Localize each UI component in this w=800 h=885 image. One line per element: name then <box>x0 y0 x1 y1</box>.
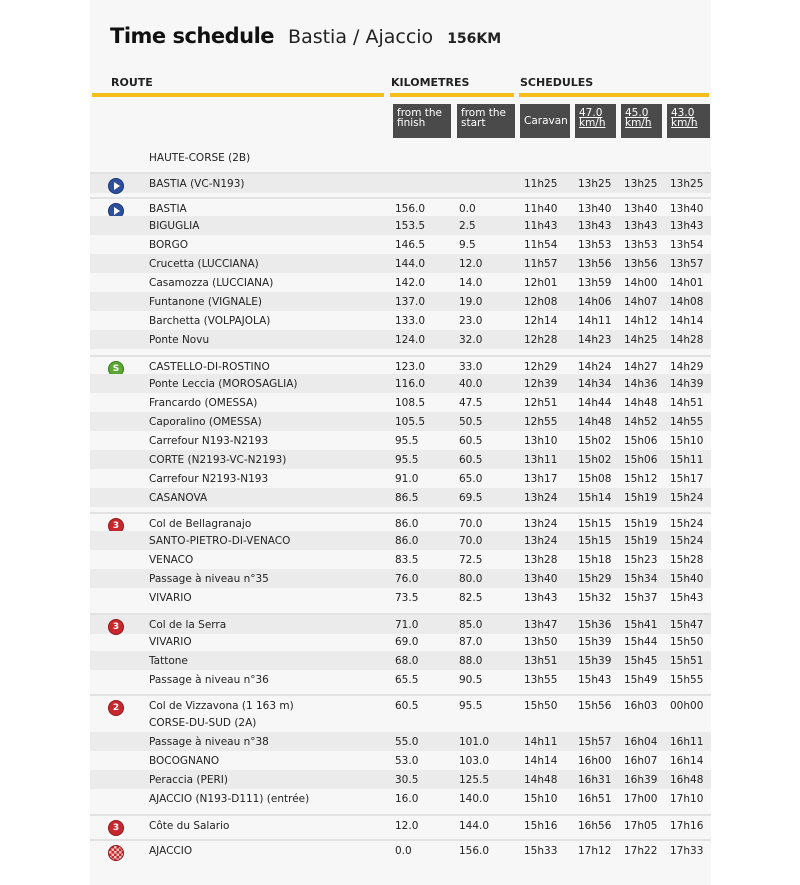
time-47: 14h24 <box>578 361 612 373</box>
table-row <box>90 311 711 330</box>
time-45: 14h07 <box>624 296 658 308</box>
kilometres-underline <box>390 93 514 97</box>
time-43: 16h11 <box>670 736 704 748</box>
time-45: 17h22 <box>624 845 658 857</box>
table-row <box>90 412 711 431</box>
km-from-start: 50.5 <box>459 416 483 428</box>
table-row <box>90 694 711 715</box>
time-47: 13h40 <box>578 203 612 215</box>
km-from-finish: 0.0 <box>395 845 412 857</box>
table-row <box>90 235 711 254</box>
column-speed-45 <box>621 104 662 138</box>
place-name: CASTELLO-DI-ROSTINO <box>149 361 270 373</box>
time-47: 15h15 <box>578 535 612 547</box>
time-43: 14h51 <box>670 397 704 409</box>
km-from-finish: 30.5 <box>395 774 419 786</box>
time-45: 16h04 <box>624 736 658 748</box>
km-from-finish: 16.0 <box>395 793 419 805</box>
time-47: 13h43 <box>578 220 612 232</box>
time-caravan: 11h54 <box>524 239 558 251</box>
time-caravan: 15h50 <box>524 700 558 712</box>
table-row <box>90 273 711 292</box>
time-43: 15h51 <box>670 655 704 667</box>
table-row <box>90 292 711 311</box>
km-from-finish: 60.5 <box>395 700 419 712</box>
table-row <box>90 512 711 533</box>
km-from-finish: 53.0 <box>395 755 419 767</box>
km-from-finish: 76.0 <box>395 573 419 585</box>
table-row <box>90 632 711 651</box>
time-caravan: 15h33 <box>524 845 558 857</box>
time-43: 17h16 <box>670 820 704 832</box>
place-name: CASANOVA <box>149 492 208 504</box>
time-47: 14h11 <box>578 315 612 327</box>
time-45: 15h06 <box>624 454 658 466</box>
place-name: Carrefour N193-N2193 <box>149 435 269 447</box>
table-row <box>90 172 711 193</box>
time-45: 15h06 <box>624 435 658 447</box>
time-caravan: 12h39 <box>524 378 558 390</box>
time-47: 15h43 <box>578 674 612 686</box>
km-from-finish: 153.5 <box>395 220 426 232</box>
kilometres-heading: KILOMETRES <box>391 76 470 89</box>
table-row <box>90 531 711 550</box>
km-from-start: 0.0 <box>459 203 476 215</box>
time-45: 16h07 <box>624 755 658 767</box>
time-45: 17h00 <box>624 793 658 805</box>
time-43: 15h24 <box>670 518 704 530</box>
km-from-finish: 133.0 <box>395 315 426 327</box>
place-name: VENACO <box>149 554 194 566</box>
time-47: 13h59 <box>578 277 612 289</box>
time-45: 17h05 <box>624 820 658 832</box>
time-47: 14h44 <box>578 397 612 409</box>
route-name: Bastia / Ajaccio <box>288 26 434 48</box>
place-name: Ponte Novu <box>149 334 210 346</box>
km-from-finish: 86.0 <box>395 535 419 547</box>
time-45: 13h56 <box>624 258 658 270</box>
table-row <box>90 651 711 670</box>
table-row <box>90 393 711 412</box>
km-from-finish: 95.5 <box>395 454 419 466</box>
time-47: 15h56 <box>578 700 612 712</box>
time-caravan: 11h43 <box>524 220 558 232</box>
km-from-start: 95.5 <box>459 700 483 712</box>
km-from-finish: 124.0 <box>395 334 426 346</box>
time-45: 13h40 <box>624 203 658 215</box>
time-43: 15h47 <box>670 619 704 631</box>
time-43: 13h25 <box>670 178 704 190</box>
time-47: 13h56 <box>578 258 612 270</box>
time-47: 13h53 <box>578 239 612 251</box>
time-47: 15h18 <box>578 554 612 566</box>
time-47: 15h29 <box>578 573 612 585</box>
place-name: AJACCIO <box>149 845 193 857</box>
km-from-finish: 144.0 <box>395 258 426 270</box>
time-caravan: 13h28 <box>524 554 558 566</box>
time-caravan: 11h57 <box>524 258 558 270</box>
schedules-underline <box>519 93 709 97</box>
time-caravan: 12h01 <box>524 277 558 289</box>
time-45: 14h48 <box>624 397 658 409</box>
time-caravan: 13h10 <box>524 435 558 447</box>
time-caravan: 12h08 <box>524 296 558 308</box>
time-43: 13h40 <box>670 203 704 215</box>
column-speed-47-label: 47.0 km/h <box>579 107 606 129</box>
km-from-start: 82.5 <box>459 592 483 604</box>
km-from-finish: 116.0 <box>395 378 426 390</box>
km-from-finish: 146.5 <box>395 239 426 251</box>
climb-icon: 2 <box>108 700 124 716</box>
time-47: 15h15 <box>578 518 612 530</box>
time-43: 13h54 <box>670 239 704 251</box>
table-row <box>90 197 711 218</box>
time-47: 16h31 <box>578 774 612 786</box>
time-caravan: 14h48 <box>524 774 558 786</box>
time-47: 14h48 <box>578 416 612 428</box>
page-title: Time schedule <box>110 24 275 48</box>
time-43: 14h08 <box>670 296 704 308</box>
climb-icon: 3 <box>108 820 124 836</box>
time-47: 15h14 <box>578 492 612 504</box>
time-caravan: 13h24 <box>524 518 558 530</box>
time-43: 14h14 <box>670 315 704 327</box>
time-43: 14h39 <box>670 378 704 390</box>
time-43: 15h17 <box>670 473 704 485</box>
climb-icon: 3 <box>108 619 124 635</box>
place-name: CORTE (N2193-VC-N2193) <box>149 454 287 466</box>
place-name: Caporalino (OMESSA) <box>149 416 262 428</box>
place-name: Peraccia (PERI) <box>149 774 228 786</box>
km-from-start: 47.5 <box>459 397 483 409</box>
time-43: 14h28 <box>670 334 704 346</box>
time-45: 15h34 <box>624 573 658 585</box>
km-from-finish: 73.5 <box>395 592 419 604</box>
time-45: 15h19 <box>624 518 658 530</box>
place-name: Passage à niveau n°36 <box>149 674 269 686</box>
time-caravan: 14h14 <box>524 755 558 767</box>
km-from-start: 19.0 <box>459 296 483 308</box>
time-caravan: 12h14 <box>524 315 558 327</box>
time-43: 13h43 <box>670 220 704 232</box>
time-caravan: 13h51 <box>524 655 558 667</box>
table-row <box>90 588 711 607</box>
km-from-finish: 71.0 <box>395 619 419 631</box>
table-row <box>90 488 711 507</box>
km-from-finish: 69.0 <box>395 636 419 648</box>
km-from-finish: 65.5 <box>395 674 419 686</box>
table-row <box>90 670 711 689</box>
km-from-start: 32.0 <box>459 334 483 346</box>
km-from-start: 125.5 <box>459 774 490 786</box>
time-43: 15h24 <box>670 492 704 504</box>
time-43: 15h55 <box>670 674 704 686</box>
place-name: SANTO-PIETRO-DI-VENACO <box>149 535 291 547</box>
time-45: 16h03 <box>624 700 658 712</box>
place-name: Funtanone (VIGNALE) <box>149 296 262 308</box>
table-row <box>90 148 711 167</box>
column-from-finish: from the finish <box>393 104 451 138</box>
km-from-start: 23.0 <box>459 315 483 327</box>
place-name: Col de la Serra <box>149 619 227 631</box>
sprint-icon: S <box>108 361 124 377</box>
km-from-start: 103.0 <box>459 755 490 767</box>
km-from-finish: 12.0 <box>395 820 419 832</box>
finish-icon <box>108 845 124 861</box>
time-45: 14h12 <box>624 315 658 327</box>
column-speed-43 <box>667 104 710 138</box>
time-43: 14h55 <box>670 416 704 428</box>
km-from-start: 80.0 <box>459 573 483 585</box>
km-from-start: 87.0 <box>459 636 483 648</box>
table-row <box>90 550 711 569</box>
time-45: 15h41 <box>624 619 658 631</box>
time-45: 15h44 <box>624 636 658 648</box>
place-name: VIVARIO <box>149 592 192 604</box>
place-name: Ponte Leccia (MOROSAGLIA) <box>149 378 298 390</box>
km-from-start: 90.5 <box>459 674 483 686</box>
time-caravan: 13h40 <box>524 573 558 585</box>
table-row <box>90 839 711 860</box>
time-45: 13h53 <box>624 239 658 251</box>
time-43: 14h29 <box>670 361 704 373</box>
km-from-finish: 91.0 <box>395 473 419 485</box>
table-row <box>90 355 711 376</box>
place-name: BASTIA (VC-N193) <box>149 178 245 190</box>
time-caravan: 11h25 <box>524 178 558 190</box>
time-45: 15h45 <box>624 655 658 667</box>
time-45: 14h36 <box>624 378 658 390</box>
km-from-finish: 137.0 <box>395 296 426 308</box>
place-name: Casamozza (LUCCIANA) <box>149 277 274 289</box>
place-name: Carrefour N2193-N193 <box>149 473 269 485</box>
table-row <box>90 814 711 835</box>
time-43: 15h40 <box>670 573 704 585</box>
time-caravan: 15h16 <box>524 820 558 832</box>
time-45: 15h37 <box>624 592 658 604</box>
time-43: 14h01 <box>670 277 704 289</box>
time-43: 16h48 <box>670 774 704 786</box>
time-caravan: 12h55 <box>524 416 558 428</box>
km-from-start: 72.5 <box>459 554 483 566</box>
table-row <box>90 569 711 588</box>
km-from-finish: 86.5 <box>395 492 419 504</box>
title-row <box>110 24 501 54</box>
km-from-finish: 108.5 <box>395 397 426 409</box>
time-47: 15h39 <box>578 636 612 648</box>
place-name: Col de Bellagranajo <box>149 518 252 530</box>
table-row <box>90 751 711 770</box>
place-name: BIGUGLIA <box>149 220 200 232</box>
time-45: 13h25 <box>624 178 658 190</box>
time-45: 15h19 <box>624 492 658 504</box>
time-43: 15h43 <box>670 592 704 604</box>
time-43: 17h33 <box>670 845 704 857</box>
time-47: 15h57 <box>578 736 612 748</box>
route-underline <box>92 93 384 97</box>
table-row <box>90 254 711 273</box>
table-row <box>90 330 711 349</box>
climb-icon: 3 <box>108 518 124 534</box>
time-caravan: 13h17 <box>524 473 558 485</box>
km-from-finish: 86.0 <box>395 518 419 530</box>
km-from-finish: 156.0 <box>395 203 426 215</box>
km-from-start: 70.0 <box>459 535 483 547</box>
km-from-start: 2.5 <box>459 220 476 232</box>
place-name: Tattone <box>149 655 188 667</box>
place-name: BOCOGNANO <box>149 755 220 767</box>
place-name: VIVARIO <box>149 636 192 648</box>
time-47: 14h23 <box>578 334 612 346</box>
km-from-start: 60.5 <box>459 454 483 466</box>
time-47: 14h06 <box>578 296 612 308</box>
table-row <box>90 789 711 808</box>
time-47: 16h00 <box>578 755 612 767</box>
time-47: 16h56 <box>578 820 612 832</box>
place-name: Francardo (OMESSA) <box>149 397 258 409</box>
time-45: 16h39 <box>624 774 658 786</box>
column-caravan: Caravan <box>520 104 570 138</box>
place-name: BASTIA <box>149 203 187 215</box>
column-speed-45-label: 45.0 km/h <box>625 107 652 129</box>
table-row <box>90 713 711 732</box>
place-name: Passage à niveau n°35 <box>149 573 269 585</box>
place-name: AJACCIO (N193-D111) (entrée) <box>149 793 310 805</box>
table-row <box>90 431 711 450</box>
time-45: 14h00 <box>624 277 658 289</box>
km-from-start: 33.0 <box>459 361 483 373</box>
time-45: 15h12 <box>624 473 658 485</box>
time-47: 15h02 <box>578 454 612 466</box>
time-47: 15h32 <box>578 592 612 604</box>
time-caravan: 13h24 <box>524 492 558 504</box>
time-43: 17h10 <box>670 793 704 805</box>
time-43: 15h24 <box>670 535 704 547</box>
km-from-finish: 142.0 <box>395 277 426 289</box>
km-from-start: 40.0 <box>459 378 483 390</box>
time-47: 15h36 <box>578 619 612 631</box>
km-from-start: 85.0 <box>459 619 483 631</box>
column-speed-47 <box>575 104 616 138</box>
km-from-finish: 55.0 <box>395 736 419 748</box>
place-name: Barchetta (VOLPAJOLA) <box>149 315 271 327</box>
time-45: 15h23 <box>624 554 658 566</box>
time-caravan: 13h47 <box>524 619 558 631</box>
km-from-finish: 123.0 <box>395 361 426 373</box>
time-caravan: 13h55 <box>524 674 558 686</box>
km-from-finish: 83.5 <box>395 554 419 566</box>
column-speed-43-label: 43.0 km/h <box>671 107 698 129</box>
time-45: 15h19 <box>624 535 658 547</box>
km-from-start: 140.0 <box>459 793 490 805</box>
km-from-start: 12.0 <box>459 258 483 270</box>
time-45: 15h49 <box>624 674 658 686</box>
time-caravan: 13h11 <box>524 454 558 466</box>
time-caravan: 12h28 <box>524 334 558 346</box>
table-row <box>90 450 711 469</box>
place-name: Crucetta (LUCCIANA) <box>149 258 259 270</box>
time-caravan: 15h10 <box>524 793 558 805</box>
time-47: 15h08 <box>578 473 612 485</box>
time-47: 14h34 <box>578 378 612 390</box>
time-47: 15h39 <box>578 655 612 667</box>
time-43: 16h14 <box>670 755 704 767</box>
time-47: 15h02 <box>578 435 612 447</box>
time-47: 13h25 <box>578 178 612 190</box>
time-43: 00h00 <box>670 700 704 712</box>
km-from-start: 60.5 <box>459 435 483 447</box>
km-from-finish: 105.5 <box>395 416 426 428</box>
schedules-heading: SCHEDULES <box>520 76 594 89</box>
time-45: 14h52 <box>624 416 658 428</box>
km-from-start: 65.0 <box>459 473 483 485</box>
table-row <box>90 732 711 751</box>
km-from-start: 14.0 <box>459 277 483 289</box>
time-47: 16h51 <box>578 793 612 805</box>
km-from-start: 69.5 <box>459 492 483 504</box>
stage-distance: 156KM <box>447 31 502 47</box>
km-from-start: 156.0 <box>459 845 490 857</box>
column-from-start: from the start <box>457 104 515 138</box>
table-row <box>90 613 711 634</box>
time-43: 15h28 <box>670 554 704 566</box>
time-45: 13h43 <box>624 220 658 232</box>
table-row <box>90 374 711 393</box>
time-43: 13h57 <box>670 258 704 270</box>
time-45: 14h27 <box>624 361 658 373</box>
table-row <box>90 216 711 235</box>
place-name: CORSE-DU-SUD (2A) <box>149 717 257 729</box>
time-caravan: 13h43 <box>524 592 558 604</box>
table-row <box>90 770 711 789</box>
start-icon <box>108 178 124 194</box>
time-43: 15h11 <box>670 454 704 466</box>
time-45: 14h25 <box>624 334 658 346</box>
route-heading: ROUTE <box>111 76 153 89</box>
place-name: Côte du Salario <box>149 820 230 832</box>
time-caravan: 14h11 <box>524 736 558 748</box>
time-caravan: 12h51 <box>524 397 558 409</box>
km-from-start: 101.0 <box>459 736 490 748</box>
time-caravan: 12h29 <box>524 361 558 373</box>
place-name: Passage à niveau n°38 <box>149 736 269 748</box>
time-43: 15h50 <box>670 636 704 648</box>
time-43: 15h10 <box>670 435 704 447</box>
time-caravan: 13h24 <box>524 535 558 547</box>
km-from-finish: 68.0 <box>395 655 419 667</box>
km-from-start: 88.0 <box>459 655 483 667</box>
km-from-start: 9.5 <box>459 239 476 251</box>
km-from-start: 144.0 <box>459 820 490 832</box>
time-47: 17h12 <box>578 845 612 857</box>
km-from-start: 70.0 <box>459 518 483 530</box>
place-name: Col de Vizzavona (1 163 m) <box>149 700 294 712</box>
time-caravan: 11h40 <box>524 203 558 215</box>
place-name: BORGO <box>149 239 188 251</box>
place-name: HAUTE-CORSE (2B) <box>149 152 251 164</box>
time-caravan: 13h50 <box>524 636 558 648</box>
km-from-finish: 95.5 <box>395 435 419 447</box>
table-row <box>90 469 711 488</box>
